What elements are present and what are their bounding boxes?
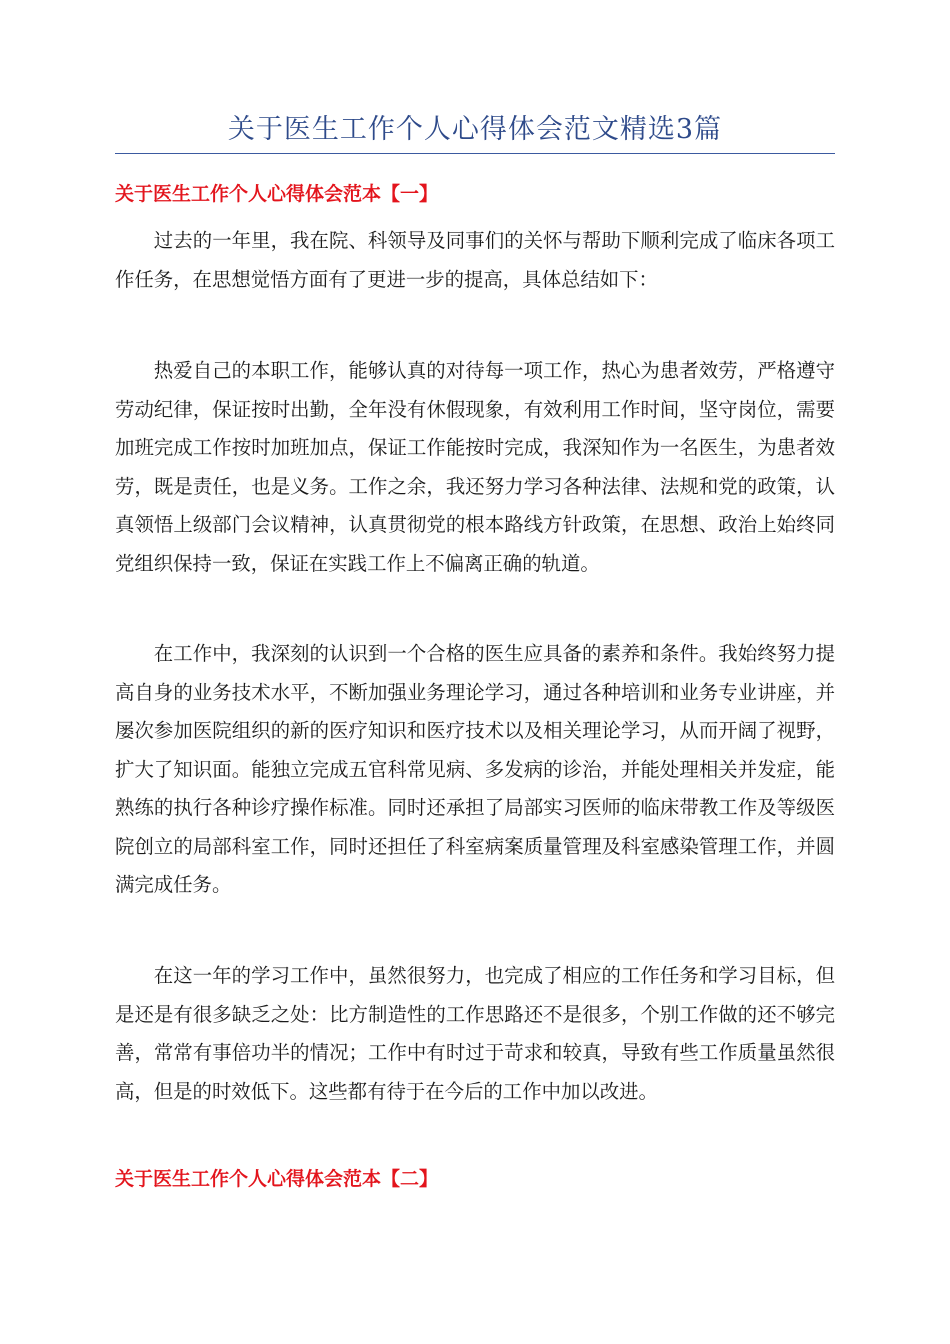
section-heading-2: 关于医生工作个人心得体会范本【二】 [115, 1168, 439, 1190]
document-title: 关于医生工作个人心得体会范文精选3篇 [227, 114, 723, 145]
paragraph-4: 在这一年的学习工作中，虽然很努力，也完成了相应的工作任务和学习目标，但是还是有很多缺乏之处：比方制造性的工作思路还不是很多，个别工作做的还不够完善，常常有事倍功半的情况；工作中有时过于苛求和较真，导致有些工作质量虽然很高，但是的时效低下。这些都有待于在今后的工作中加以改进。 [115, 964, 835, 1103]
paragraph-1: 过去的一年里，我在院、科领导及同事们的关怀与帮助下顺利完成了临床各项工作任务，在思想觉悟方面有了更进一步的提高，具体总结如下： [115, 229, 835, 291]
paragraph-3: 在工作中，我深刻的认识到一个合格的医生应具备的素养和条件。我始终努力提高自身的业务技术水平，不断加强业务理论学习，通过各种培训和业务专业讲座，并屡次参加医院组织的新的医疗知识和医疗技术以及相关理论学习，从而开阔了视野，扩大了知识面。能独立完成五官科常见病、多发病的诊治，并能处理相关并发症，能熟练的执行各种诊疗操作标准。同时还承担了局部实习医师的临床带教工作及等级医院创立的局部科室工作，同时还担任了科室病案质量管理及科室感染管理工作，并圆满完成任务。 [115, 642, 835, 896]
title-underline [115, 153, 835, 154]
section-heading-1: 关于医生工作个人心得体会范本【一】 [115, 183, 439, 205]
paragraph-2: 热爱自己的本职工作，能够认真的对待每一项工作，热心为患者效劳，严格遵守劳动纪律，保证按时出勤，全年没有休假现象，有效利用工作时间，坚守岗位，需要加班完成工作按时加班加点，保证工作能按时完成，我深知作为一名医生，为患者效劳，既是责任，也是义务。工作之余，我还努力学习各种法律、法规和党的政策，认真领悟上级部门会议精神，认真贯彻党的根本路线方针政策，在思想、政治上始终同党组织保持一致，保证在实践工作上不偏离正确的轨道。 [115, 359, 835, 575]
